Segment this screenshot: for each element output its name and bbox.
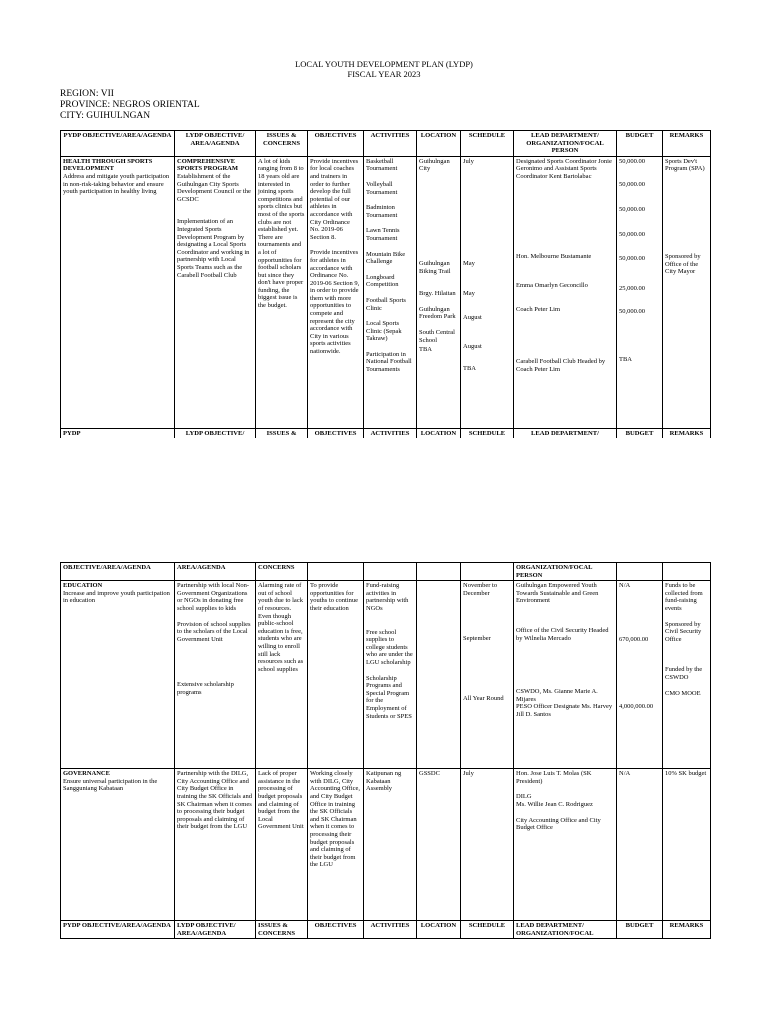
budget-item: N/A	[619, 582, 631, 590]
lead-item: Coach Peter Lim	[516, 305, 561, 313]
col-activities: ACTIVITIES	[364, 428, 417, 438]
location-item: South Central School	[419, 328, 455, 344]
location-item: Brgy. Hilaitan	[419, 290, 456, 298]
remarks-cell	[663, 156, 711, 428]
col-issues: ISSUES & CONCERNS	[256, 921, 308, 939]
lydp-text: Provision of school supplies to the scholars of the Local Government Unit	[177, 620, 251, 643]
repeat-header-row	[61, 428, 711, 438]
lead-cell	[514, 769, 617, 921]
objectives-cell: Working closely with DILG, City Accounting Office, and City Budget Office in training the SK Officials and SK Chairman when it comes to processing their budget proposals and claiming of their budget from the LGU	[308, 769, 364, 921]
lead-item: Hon. Jose Luis T. Molas (SK President)	[516, 770, 592, 785]
table-row	[61, 156, 711, 428]
col-location: LOCATION	[417, 921, 461, 939]
pydp-title: GOVERNANCE	[63, 770, 110, 778]
budget-item: 4,000,000.00	[619, 703, 654, 711]
location-item: Guihulngan Biking Trail	[419, 259, 451, 275]
activity-item: Participation in National Football Tournaments	[366, 350, 412, 374]
col-location	[417, 563, 461, 581]
pydp-title: HEALTH THROUGH SPORTS DEVELOPMENT	[63, 157, 153, 173]
col-budget: BUDGET	[617, 921, 663, 939]
budget-cell	[617, 581, 663, 769]
col-issues: ISSUES &	[256, 428, 308, 438]
document-header	[0, 60, 768, 79]
budget-item: 50,000.00	[619, 230, 645, 238]
issues-cell: Lack of proper assistance in the processing of budget proposals and claiming of budget from the Local Government Unit	[256, 769, 308, 921]
lead-item: Office of the Civil Security Headed by Wilnelia Mercado	[516, 626, 609, 642]
budget-item: TBA	[619, 355, 632, 363]
lead-item: City Accounting Office and City Budget Office	[516, 816, 601, 832]
remarks-item: CMO MOOE	[665, 689, 701, 697]
col-remarks: REMARKS	[663, 428, 711, 438]
col-objectives: OBJECTIVES	[308, 428, 364, 438]
col-lydp: AREA/AGENDA	[175, 563, 256, 581]
activity-item: Free school supplies to college students who are under the LGU scholarship	[366, 628, 413, 666]
lead-item: DILG	[516, 793, 532, 801]
schedule-item: TBA	[463, 364, 476, 372]
lydp-text: Implementation of an Integrated Sports Development Program by designating a Local Sports Coordinator and working in partnership with Local Sports Teams such as the Carabell Football Club	[177, 218, 250, 279]
activity-item: Mountain Bike Challenge	[366, 250, 406, 266]
budget-item: 670,000.00	[619, 635, 649, 643]
remarks-item: Funds to be collected from fund-raising events	[665, 582, 703, 612]
schedule-cell	[461, 581, 514, 769]
lydp-cell	[175, 156, 256, 428]
col-pydp: PYDP OBJECTIVE/AREA/AGENDA	[61, 131, 175, 157]
activity-item: Volleyball Tournament	[366, 180, 398, 196]
col-activities	[364, 563, 417, 581]
col-budget: BUDGET	[617, 428, 663, 438]
pydp-cell	[61, 156, 175, 428]
activities-cell	[364, 156, 417, 428]
location-meta	[60, 89, 200, 122]
location-cell	[417, 581, 461, 769]
continued-header-row	[61, 563, 711, 581]
budget-item: 50,000.00	[619, 255, 645, 263]
bottom-header-row	[61, 921, 711, 939]
col-objectives: OBJECTIVES	[308, 131, 364, 157]
budget-item: 50,000.00	[619, 308, 645, 316]
lydp-text: Establishment of the Guihulngan City Sports Development Council or the GCSDC	[177, 172, 251, 203]
document-title: LOCAL YOUTH DEVELOPMENT PLAN (LYDP)	[295, 59, 473, 69]
lydp-text: Extensive scholarship programs	[177, 681, 234, 696]
table-row	[61, 581, 711, 769]
remarks-item: Sponsored by Civil Security Office	[665, 620, 702, 643]
budget-item: 50,000.00	[619, 157, 645, 165]
objectives-cell: To provide opportunities for youths to continue their education	[308, 581, 364, 769]
lead-item: PESO Officer Designate Ms. Harvey Jill D. Santos	[516, 703, 613, 718]
col-location: LOCATION	[417, 131, 461, 157]
budget-item: 50,000.00	[619, 181, 645, 189]
lydp-text: Partnership with local Non-Government Organizations or NGOs in donating free school supplies to kids	[177, 582, 250, 612]
col-budget: BUDGET	[617, 131, 663, 157]
region-label: REGION: VII	[60, 89, 114, 99]
schedule-item: August	[463, 313, 482, 321]
city-label: CITY: GUIHULNGAN	[60, 111, 151, 121]
fiscal-year: FISCAL YEAR 2023	[347, 68, 421, 79]
pydp-text: Increase and improve youth participation in education	[63, 589, 170, 605]
lead-item: CSWDO, Ms. Gianne Marie A. Mijares	[516, 688, 598, 703]
lead-item: Designated Sports Coordinator Jonie Geronimo and Assistant Sports Coordinator Kent Bartolabac	[516, 157, 612, 180]
lydp-cell: Partnership with the DILG, City Accounting Office and City Budget Office in training the SK Officials and SK Chairman when it comes to processing their budget proposals and claiming of their budget from the LGU	[175, 769, 256, 921]
remarks-item: Funded by the CSWDO	[665, 666, 703, 681]
col-objectives: OBJECTIVES	[308, 921, 364, 939]
col-lydp: LYDP OBJECTIVE/	[175, 428, 256, 438]
location-item: Guihulngan Freedom Park	[419, 305, 456, 321]
lead-item: Emma Omarlyn Geconcillo	[516, 282, 588, 290]
lead-cell	[514, 581, 617, 769]
schedule-item: May	[463, 289, 475, 297]
activity-item: Local Sports Clinic (Sepak Takraw)	[366, 320, 402, 343]
col-lydp: LYDP OBJECTIVE/ AREA/AGENDA	[175, 131, 256, 157]
col-issues: CONCERNS	[256, 563, 308, 581]
activity-item: Football Sports Clinic	[366, 296, 406, 312]
activity-item: Scholarship Programs and Special Program for the Employment of Students or SPES	[366, 674, 412, 720]
pydp-cell	[61, 581, 175, 769]
province-label: PROVINCE: NEGROS ORIENTAL	[60, 100, 200, 110]
budget-item: 50,000.00	[619, 205, 645, 213]
activity-item: Fund-raising activities in partnership with NGOs	[366, 582, 409, 612]
table-row	[61, 769, 711, 921]
objective-text: Provide incentives for local coaches and trainers in order to further develop the full potential of our athletes in accordance with City Ordinance No. 2019-06 Section 8.	[310, 157, 359, 241]
col-schedule: SCHEDULE	[461, 428, 514, 438]
col-activities: ACTIVITIES	[364, 921, 417, 939]
lydp-table-sports	[60, 130, 711, 438]
activity-item: Badminton Tournament	[366, 204, 398, 219]
col-pydp: PYDP	[61, 428, 175, 438]
col-lead: LEAD DEPARTMENT/ ORGANIZATION/FOCAL PERSON	[514, 131, 617, 157]
pydp-title: EDUCATION	[63, 582, 103, 590]
location-cell: GSSDC	[417, 769, 461, 921]
lead-item: Hon. Melbourne Bustamante	[516, 252, 592, 260]
table-header-row	[61, 131, 711, 157]
schedule-item: July	[463, 157, 474, 165]
lydp-cell	[175, 581, 256, 769]
schedule-item: September	[463, 635, 491, 643]
col-remarks: REMARKS	[663, 921, 711, 939]
pydp-text: Address and mitigate youth participation in non-risk-taking behavior and ensure youth participation in healthy living	[63, 172, 170, 196]
activity-item: Longboard Competition	[366, 273, 399, 289]
pydp-text: Ensure universal participation in the Sangguniang Kabataan	[63, 777, 158, 793]
col-schedule	[461, 563, 514, 581]
col-pydp: OBJECTIVE/AREA/AGENDA	[61, 563, 175, 581]
col-activities: ACTIVITIES	[364, 131, 417, 157]
schedule-item: May	[463, 260, 475, 268]
location-item: Guihulngan City	[419, 157, 450, 173]
activity-item: Basketball Tournament	[366, 157, 398, 173]
col-location: LOCATION	[417, 428, 461, 438]
remarks-cell	[663, 581, 711, 769]
schedule-item: August	[463, 343, 482, 351]
objectives-cell	[308, 156, 364, 428]
remarks-cell: 10% SK budget	[663, 769, 711, 921]
location-cell	[417, 156, 461, 428]
lead-cell	[514, 156, 617, 428]
lead-item: Ms. Willie Jean C. Rodriguez	[516, 800, 593, 808]
budget-cell: N/A	[617, 769, 663, 921]
schedule-item: November to December	[463, 582, 498, 597]
col-issues: ISSUES & CONCERNS	[256, 131, 308, 157]
col-lead: LEAD DEPARTMENT/ ORGANIZATION/FOCAL	[514, 921, 617, 939]
activity-item: Lawn Tennis Tournament	[366, 227, 400, 242]
activities-cell	[364, 581, 417, 769]
col-pydp: PYDP OBJECTIVE/AREA/AGENDA	[61, 921, 175, 939]
remarks-item: Sponsored by Office of the City Mayor	[665, 252, 701, 276]
col-schedule: SCHEDULE	[461, 131, 514, 157]
lydp-title: COMPREHENSIVE SPORTS PROGRAM	[177, 157, 238, 173]
schedule-cell: July	[461, 769, 514, 921]
remarks-item: Sports Dev't Program (SPA)	[665, 157, 705, 173]
col-lead: ORGANIZATION/FOCAL PERSON	[514, 563, 617, 581]
budget-item: 25,000.00	[619, 284, 645, 292]
col-schedule: SCHEDULE	[461, 921, 514, 939]
issues-cell: Alarming rate of out of school youth due to lack of resources. Even though public-school education is free, students who are willing to enroll still lack resources such as school supplies	[256, 581, 308, 769]
lead-item: Guihulngan Empowered Youth Towards Sustainable and Green Environment	[516, 582, 599, 605]
col-objectives	[308, 563, 364, 581]
issues-cell: A lot of kids ranging from 8 to 18 years old are interested in joining sports competitions and sports clinics but most of the sports clubs are not established yet. There are tournaments and a lot of opportunities for football scholars but since they don't have proper funding, the biggest issue is the budget.	[256, 156, 308, 428]
activities-cell: Katipunan ng Kabataan Assembly	[364, 769, 417, 921]
col-remarks	[663, 563, 711, 581]
budget-cell	[617, 156, 663, 428]
objective-text: Provide incentives for athletes in accordance with Ordinance No. 2019-06 Section 9, in order to provide them with more opportunities to compete and represent the city accordance with City in various sports activities nationwide.	[310, 249, 360, 356]
col-budget	[617, 563, 663, 581]
schedule-cell	[461, 156, 514, 428]
col-lead: LEAD DEPARTMENT/	[514, 428, 617, 438]
schedule-item: All Year Round	[463, 694, 504, 702]
pydp-cell	[61, 769, 175, 921]
col-lydp: LYDP OBJECTIVE/ AREA/AGENDA	[175, 921, 256, 939]
location-item: TBA	[419, 346, 432, 354]
lydp-table-continued	[60, 562, 711, 939]
lead-item: Carabell Football Club Headed by Coach Peter Lim	[516, 358, 606, 373]
col-remarks: REMARKS	[663, 131, 711, 157]
